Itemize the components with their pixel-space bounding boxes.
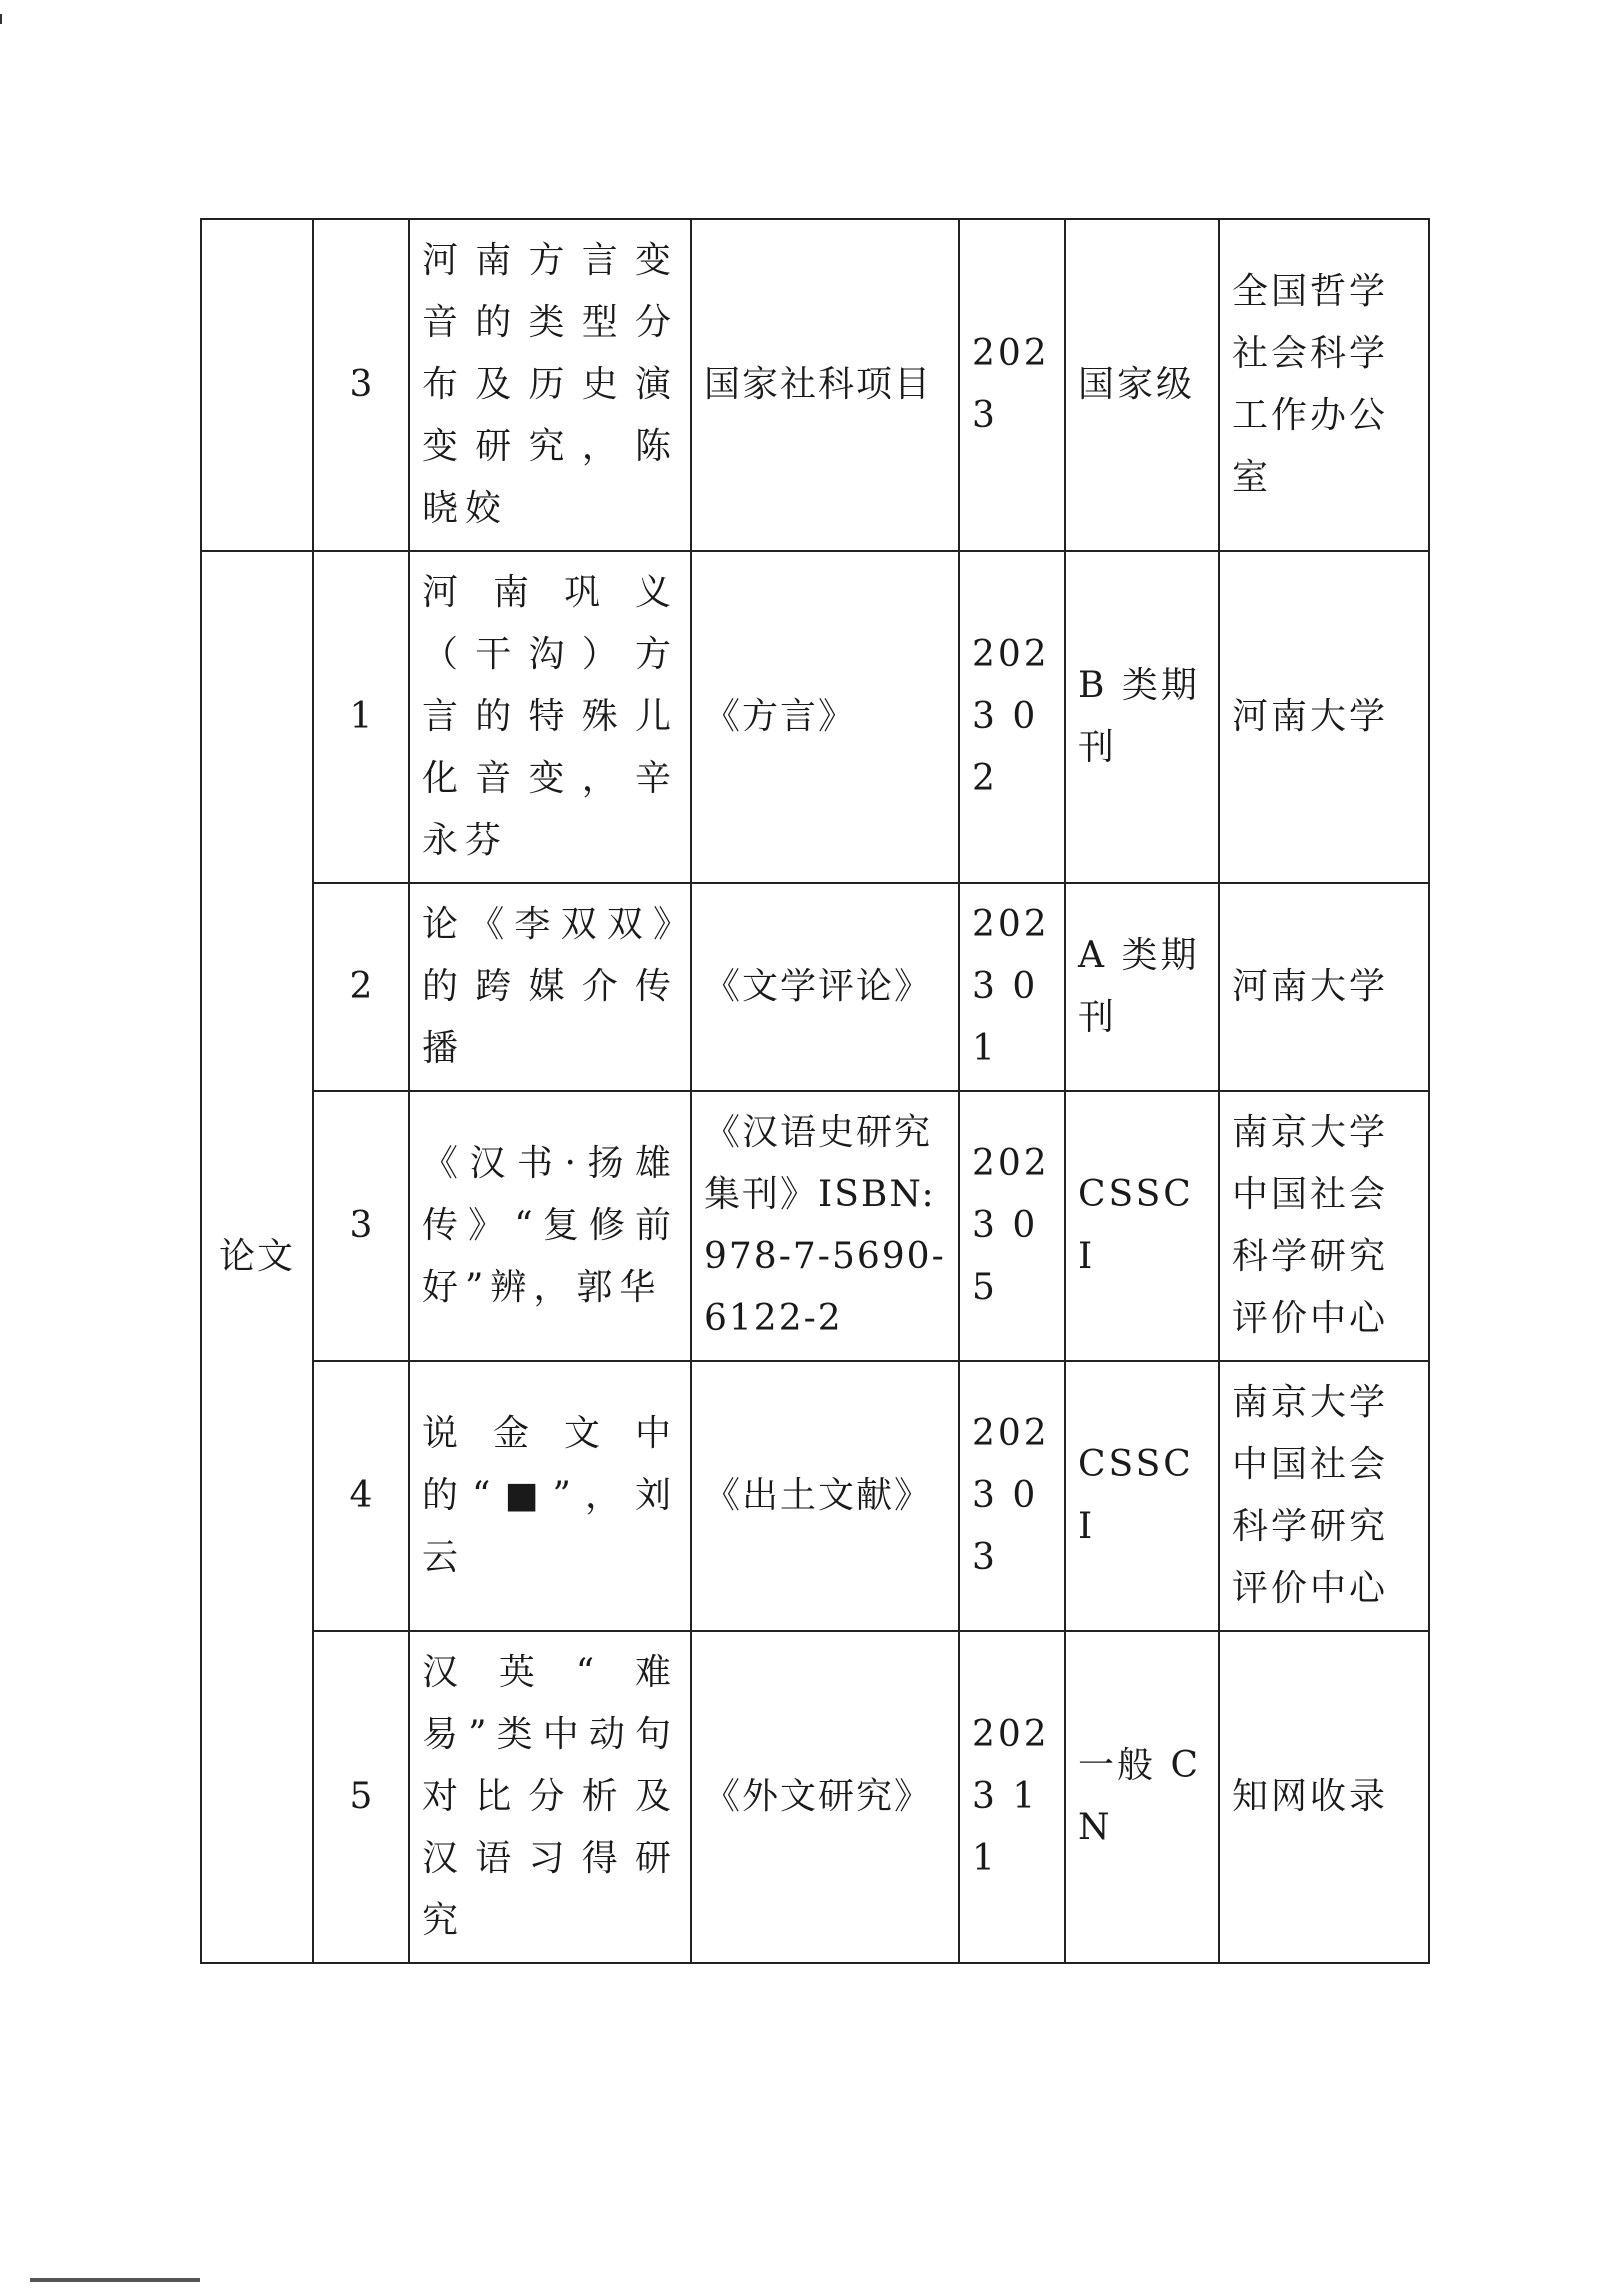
document-page bbox=[200, 218, 1428, 1964]
scan-edge-mark bbox=[30, 2278, 200, 2282]
title-cell: 河南巩义（干沟）方言的特殊儿化音变，辛永芬 bbox=[409, 551, 691, 883]
organization-cell: 河南大学 bbox=[1219, 551, 1429, 883]
date-cell: 2023 02 bbox=[959, 551, 1065, 883]
date-cell: 2023 11 bbox=[959, 1631, 1065, 1963]
level-cell: 一般 CN bbox=[1065, 1631, 1219, 1963]
row-number: 3 bbox=[313, 1091, 409, 1361]
organization-cell: 知网收录 bbox=[1219, 1631, 1429, 1963]
date-cell: 2023 01 bbox=[959, 883, 1065, 1091]
venue-cell: 《文学评论》 bbox=[691, 883, 959, 1091]
category-cell-papers: 论文 bbox=[201, 551, 313, 1963]
level-cell: A 类期刊 bbox=[1065, 883, 1219, 1091]
row-number: 3 bbox=[313, 219, 409, 551]
venue-cell: 《方言》 bbox=[691, 551, 959, 883]
level-cell: B 类期刊 bbox=[1065, 551, 1219, 883]
date-cell: 2023 03 bbox=[959, 1361, 1065, 1631]
venue-cell: 《汉语史研究集刊》ISBN: 978-7-5690-6122-2 bbox=[691, 1091, 959, 1361]
level-cell: 国家级 bbox=[1065, 219, 1219, 551]
table-row bbox=[201, 551, 1429, 883]
table-row bbox=[201, 1361, 1429, 1631]
table-row bbox=[201, 1091, 1429, 1361]
venue-cell: 《出土文献》 bbox=[691, 1361, 959, 1631]
level-cell: CSSCI bbox=[1065, 1091, 1219, 1361]
table-row bbox=[201, 1631, 1429, 1963]
organization-cell: 南京大学中国社会科学研究评价中心 bbox=[1219, 1361, 1429, 1631]
row-number: 4 bbox=[313, 1361, 409, 1631]
organization-cell: 河南大学 bbox=[1219, 883, 1429, 1091]
achievements-table bbox=[200, 218, 1430, 1964]
venue-cell: 国家社科项目 bbox=[691, 219, 959, 551]
row-number: 5 bbox=[313, 1631, 409, 1963]
table-row bbox=[201, 883, 1429, 1091]
title-cell: 《汉书·扬雄传》“复修前好”辨，郭华 bbox=[409, 1091, 691, 1361]
date-cell: 2023 05 bbox=[959, 1091, 1065, 1361]
row-number: 2 bbox=[313, 883, 409, 1091]
level-cell: CSSCI bbox=[1065, 1361, 1219, 1631]
title-cell: 论《李双双》的跨媒介传播 bbox=[409, 883, 691, 1091]
organization-cell: 南京大学中国社会科学研究评价中心 bbox=[1219, 1091, 1429, 1361]
category-cell bbox=[201, 219, 313, 551]
title-cell: 说金文中的“■”，刘云 bbox=[409, 1361, 691, 1631]
title-cell: 汉英“难易”类中动句对比分析及汉语习得研究 bbox=[409, 1631, 691, 1963]
venue-cell: 《外文研究》 bbox=[691, 1631, 959, 1963]
table-row bbox=[201, 219, 1429, 551]
scan-corner-mark bbox=[0, 14, 2, 24]
date-cell: 2023 bbox=[959, 219, 1065, 551]
organization-cell: 全国哲学社会科学工作办公室 bbox=[1219, 219, 1429, 551]
row-number: 1 bbox=[313, 551, 409, 883]
title-cell: 河南方言变音的类型分布及历史演变研究，陈晓姣 bbox=[409, 219, 691, 551]
